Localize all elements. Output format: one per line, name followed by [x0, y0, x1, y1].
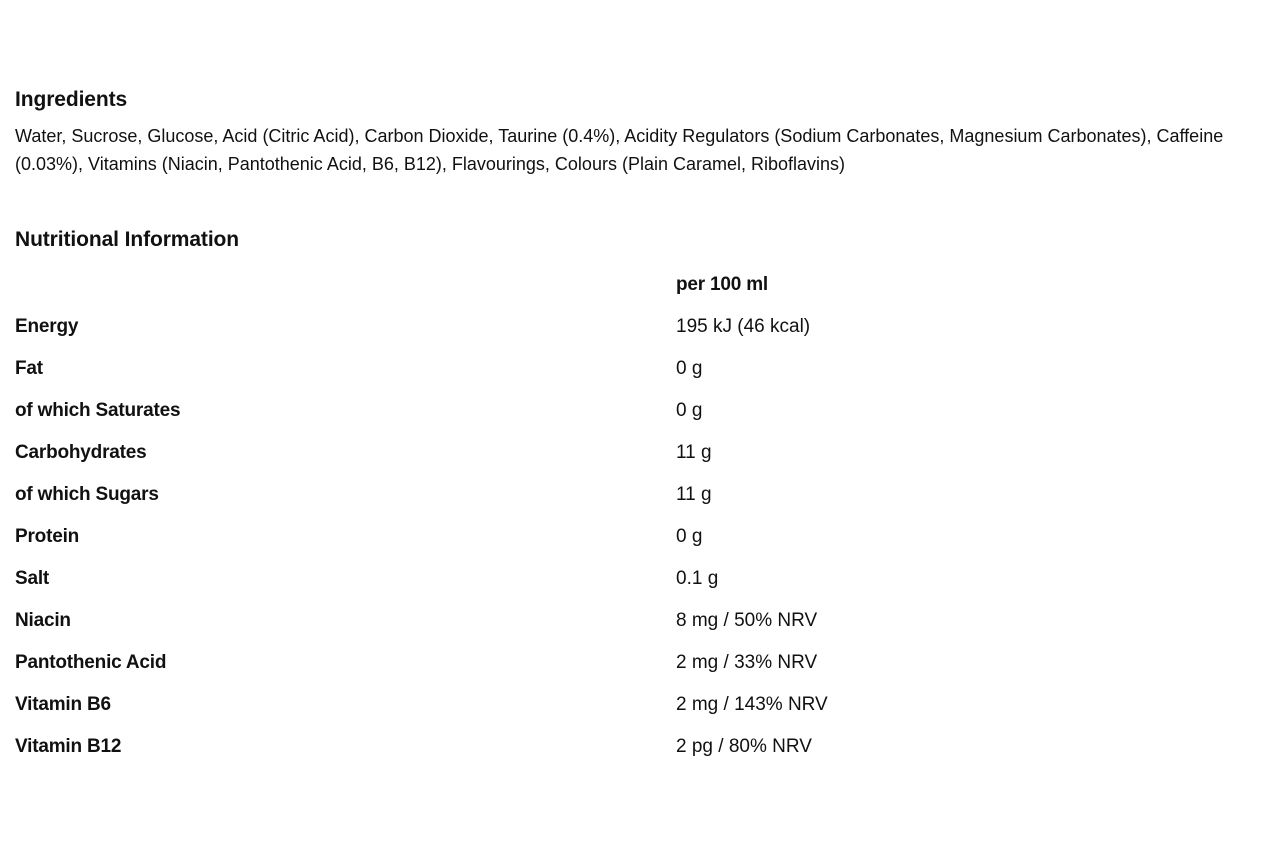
nutrition-row-vitamin-b6: [15, 686, 1277, 728]
nutrient-label: Vitamin B12: [15, 736, 122, 757]
nutrition-row-carbohydrates: [15, 434, 1277, 476]
nutrition-header-row: [15, 266, 1277, 308]
nutrient-label: Salt: [15, 568, 50, 589]
nutrient-value: 11 g: [676, 442, 712, 463]
nutrition-row-sugars: [15, 476, 1277, 518]
per-100ml-header: per 100 ml: [676, 274, 768, 295]
nutrition-row-niacin: [15, 602, 1277, 644]
nutrient-value: 0 g: [676, 526, 703, 547]
nutrient-value: 2 mg / 33% NRV: [676, 652, 818, 673]
nutrient-label: Energy: [15, 316, 79, 337]
nutrient-label: of which Saturates: [15, 400, 181, 421]
nutrient-label: Pantothenic Acid: [15, 652, 167, 673]
nutrient-label: Protein: [15, 526, 80, 547]
nutrient-label: Niacin: [15, 610, 71, 631]
nutrient-label: Carbohydrates: [15, 442, 147, 463]
nutrition-row-fat: [15, 350, 1277, 392]
nutrition-row-saturates: [15, 392, 1277, 434]
nutrient-label: of which Sugars: [15, 484, 159, 505]
nutrient-value: 0 g: [676, 358, 703, 379]
nutrient-value: 8 mg / 50% NRV: [676, 610, 818, 631]
nutrient-value: 195 kJ (46 kcal): [676, 316, 811, 337]
nutrient-value: 0 g: [676, 400, 703, 421]
nutrition-row-vitamin-b12: [15, 728, 1277, 770]
nutrition-table: [15, 266, 1277, 770]
nutrient-label: Vitamin B6: [15, 694, 111, 715]
nutrient-value: 0.1 g: [676, 568, 719, 589]
nutrition-heading: Nutritional Information: [15, 228, 240, 251]
nutrition-row-energy: [15, 308, 1277, 350]
ingredients-heading: Ingredients: [15, 88, 128, 111]
nutrition-row-salt: [15, 560, 1277, 602]
nutrition-row-pantothenic-acid: [15, 644, 1277, 686]
nutrient-value: 2 mg / 143% NRV: [676, 694, 828, 715]
nutrition-row-protein: [15, 518, 1277, 560]
nutrient-value: 2 pg / 80% NRV: [676, 736, 812, 757]
nutrient-label: Fat: [15, 358, 43, 379]
nutrient-value: 11 g: [676, 484, 712, 505]
ingredients-text: Water, Sucrose, Glucose, Acid (Citric Acid), Carbon Dioxide, Taurine (0.4%), Acidity Regulators (Sodium Carbonates, Magnesium Carbonates), Caffeine (0.03%), Vitamins (Niacin, Pantothenic Acid, B6, B12), Flavourings, Colours (Plain Caramel, Riboflavins): [15, 126, 1224, 174]
